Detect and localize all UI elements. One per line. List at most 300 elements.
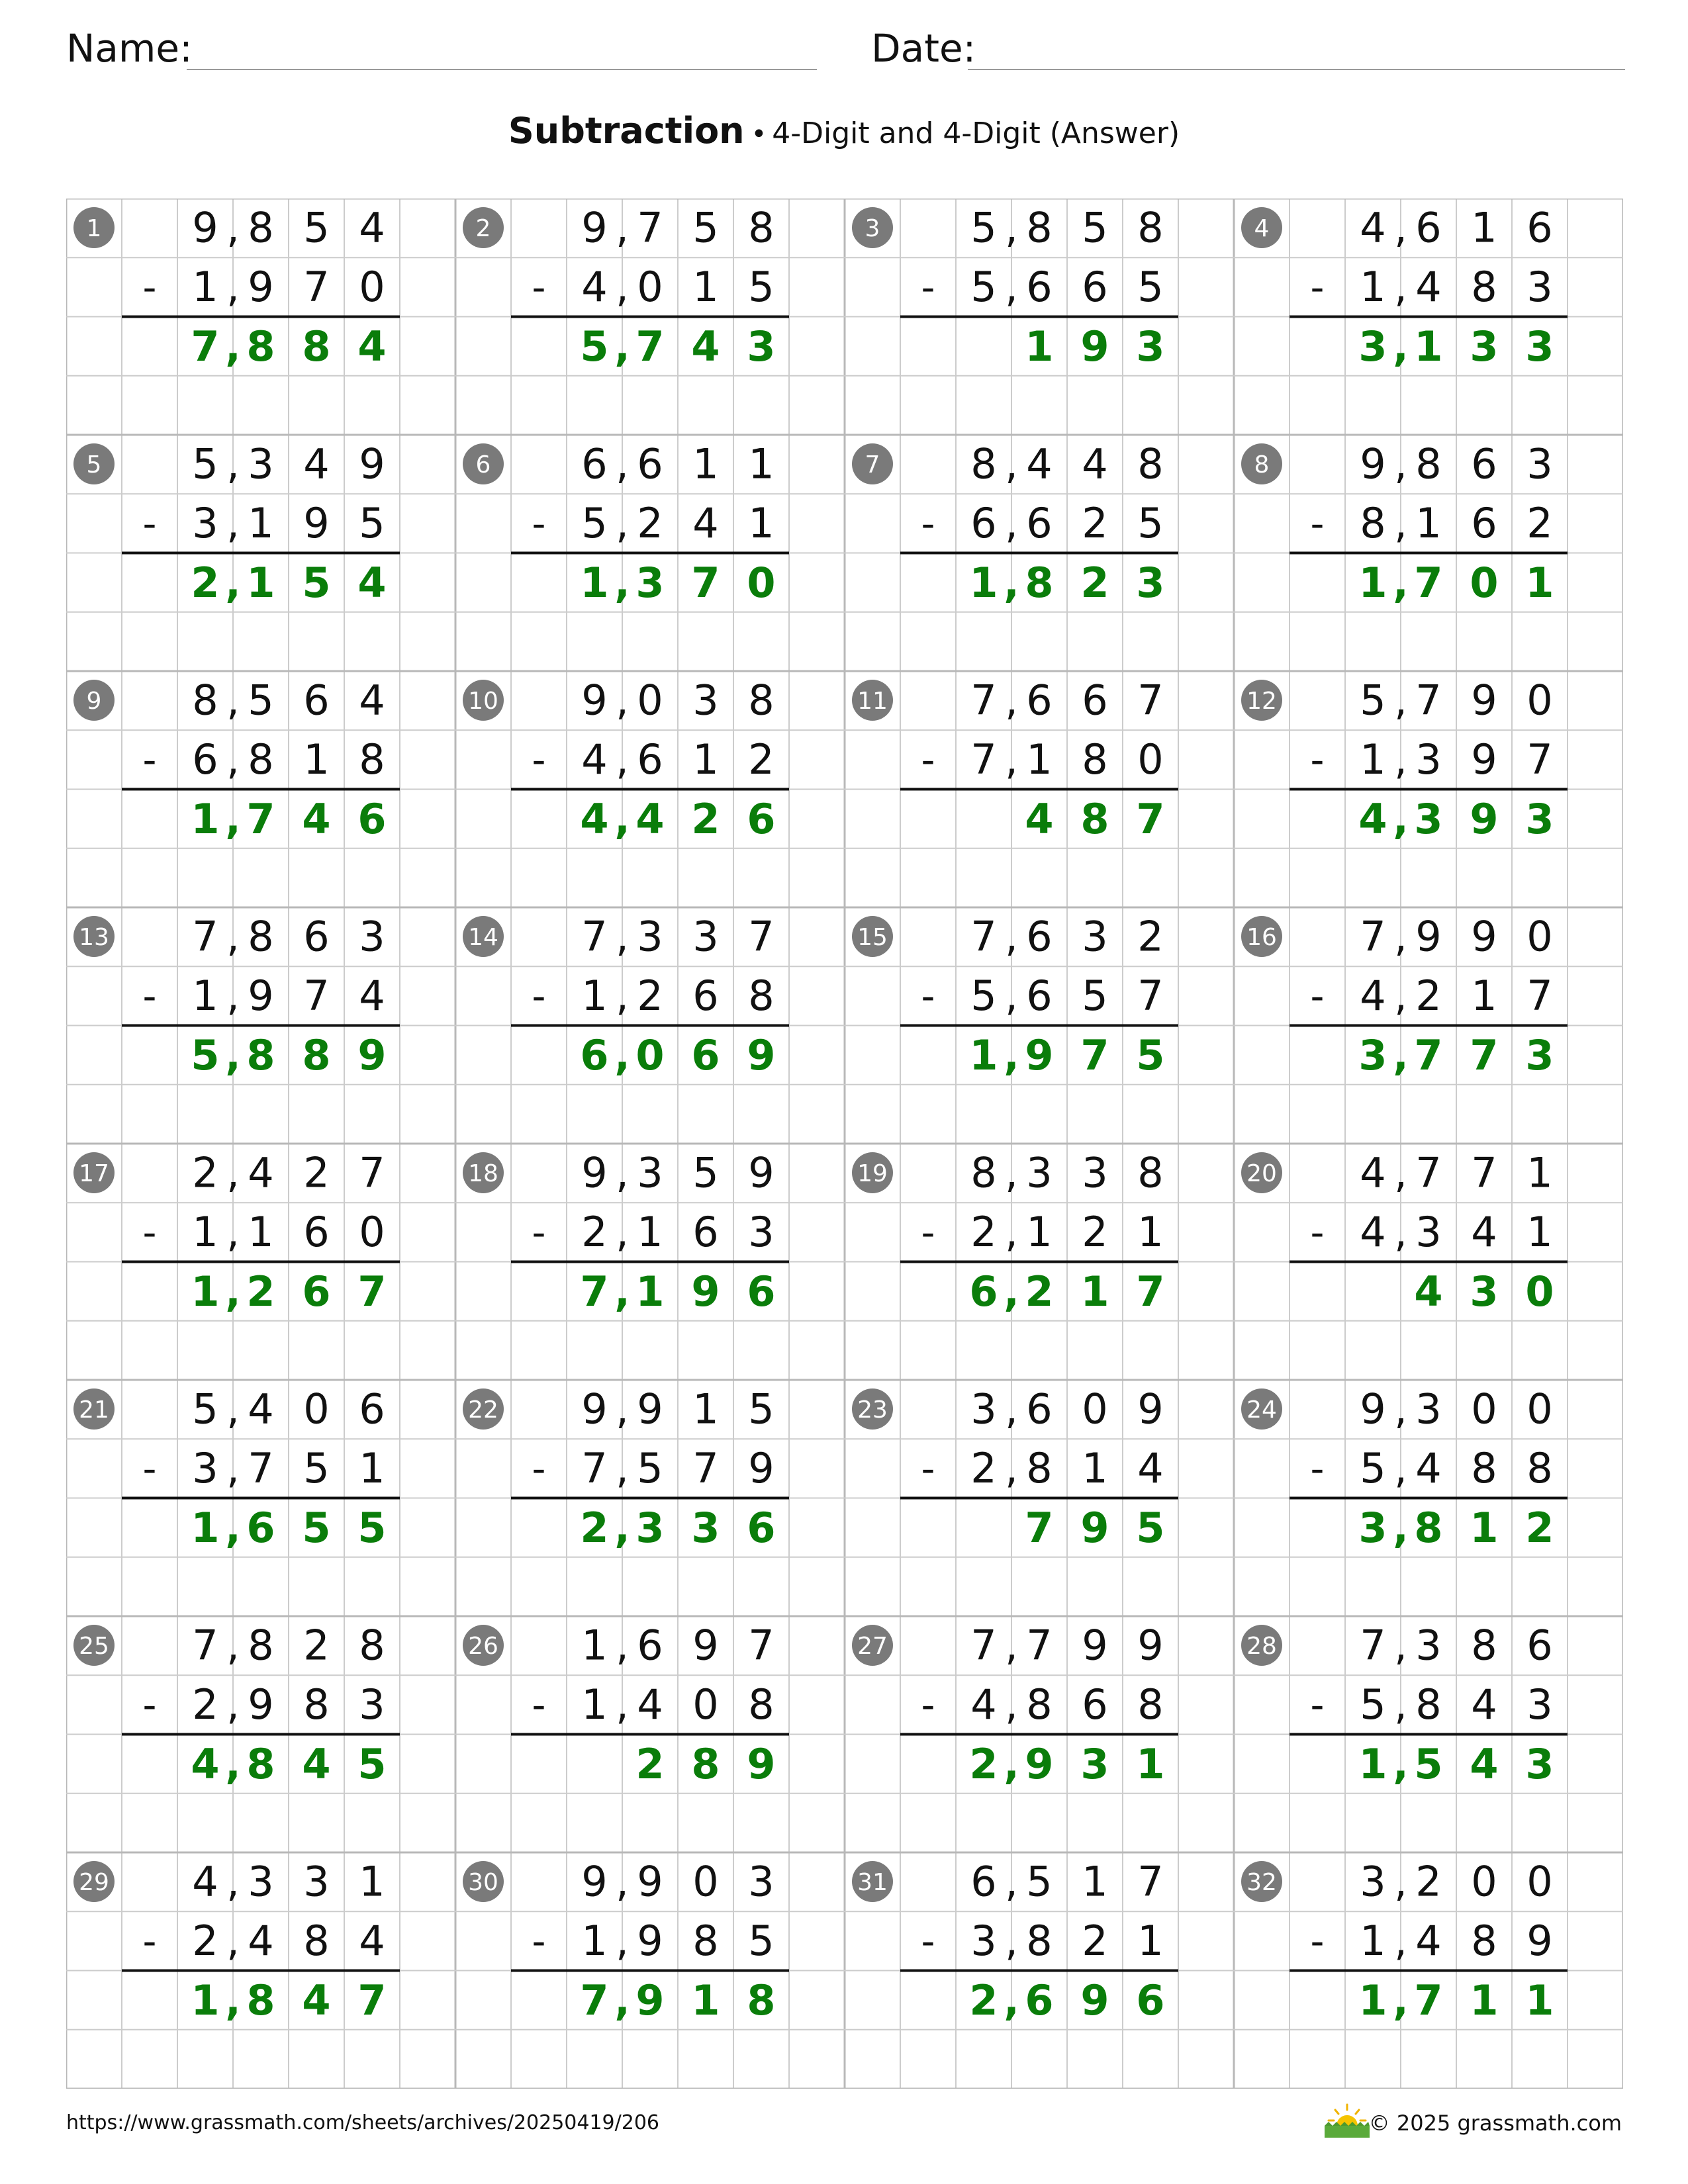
- subtrahend-comma: ,: [1005, 1916, 1018, 1965]
- minuend-comma: ,: [226, 1857, 240, 1906]
- answer-digit: 2: [1080, 559, 1109, 608]
- subtrahend-digit: 8: [692, 1916, 719, 1965]
- subtrahend-digit: 2: [1082, 498, 1108, 547]
- minuend-digit: 3: [1415, 1621, 1442, 1670]
- minuend-comma: ,: [1005, 1857, 1018, 1906]
- answer-digit: 9: [635, 1976, 665, 2025]
- subtrahend-digit: 4: [359, 971, 385, 1020]
- answer-digit: 1: [1414, 322, 1443, 371]
- subtrahend-digit: 2: [192, 1680, 218, 1729]
- subtrahend-comma: ,: [1394, 1443, 1407, 1492]
- problem-number: 9: [86, 688, 102, 715]
- subtrahend-digit: 0: [1137, 735, 1164, 784]
- answer-digit: 5: [357, 1740, 387, 1789]
- minuend-digit: 8: [248, 912, 274, 961]
- answer-digit: 3: [691, 1504, 720, 1553]
- answer-comma: ,: [1393, 559, 1409, 608]
- subtrahend-digit: 8: [748, 1680, 774, 1729]
- subtrahend-digit: 2: [1415, 971, 1442, 1020]
- minuend-digit: 9: [1137, 1385, 1164, 1433]
- answer-digit: 3: [1136, 322, 1165, 371]
- subtrahend-digit: 5: [1137, 262, 1164, 311]
- subtrahend-comma: ,: [1394, 1207, 1407, 1256]
- minuend-digit: 9: [581, 1148, 608, 1197]
- title-bullet: •: [751, 119, 767, 150]
- minuend-digit: 3: [692, 912, 719, 961]
- minuend-digit: 1: [1082, 1857, 1108, 1906]
- answer-comma: ,: [614, 322, 630, 371]
- subtrahend-comma: ,: [616, 1207, 629, 1256]
- minuend-digit: 7: [192, 1621, 218, 1670]
- minus-sign: -: [1310, 1445, 1325, 1491]
- subtrahend-digit: 1: [1360, 735, 1386, 784]
- subtrahend-digit: 0: [359, 1207, 385, 1256]
- answer-digit: 2: [969, 1740, 998, 1789]
- problem-number: 26: [468, 1633, 498, 1660]
- answer-digit: 7: [1414, 1976, 1443, 2025]
- minuend-digit: 7: [637, 203, 663, 252]
- subtrahend-digit: 4: [581, 262, 608, 311]
- problem-number: 19: [857, 1160, 888, 1187]
- subtrahend-digit: 4: [581, 735, 608, 784]
- subtrahend-digit: 4: [1415, 262, 1442, 311]
- minuend-digit: 2: [303, 1148, 330, 1197]
- subtrahend-digit: 4: [1415, 1443, 1442, 1492]
- answer-digit: 7: [1136, 1267, 1165, 1316]
- minuend-digit: 4: [303, 439, 330, 488]
- minuend-digit: 2: [1137, 912, 1164, 961]
- subtrahend-digit: 4: [970, 1680, 997, 1729]
- answer-digit: 0: [1525, 1267, 1554, 1316]
- subtrahend-digit: 3: [1526, 262, 1553, 311]
- subtrahend-comma: ,: [616, 498, 629, 547]
- minuend-comma: ,: [1005, 912, 1018, 961]
- minuend-digit: 3: [248, 1857, 274, 1906]
- subtrahend-digit: 1: [1526, 1207, 1553, 1256]
- date-write-line[interactable]: [968, 69, 1625, 70]
- minuend-digit: 6: [1471, 439, 1497, 488]
- answer-digit: 0: [635, 1031, 665, 1080]
- problem-number: 14: [468, 924, 498, 951]
- answer-digit: 9: [1080, 1976, 1109, 2025]
- subtrahend-digit: 6: [1026, 971, 1053, 1020]
- subtrahend-digit: 9: [303, 498, 330, 547]
- problem-number: 1: [86, 215, 102, 242]
- answer-digit: 7: [1414, 1031, 1443, 1080]
- minuend-digit: 5: [1360, 676, 1386, 725]
- minuend-digit: 2: [303, 1621, 330, 1670]
- answer-digit: 1: [1525, 1976, 1554, 2025]
- answer-digit: 6: [1136, 1976, 1165, 2025]
- subtrahend-digit: 9: [637, 1916, 663, 1965]
- subtrahend-digit: 1: [1360, 1916, 1386, 1965]
- minuend-digit: 0: [1526, 676, 1553, 725]
- minuend-comma: ,: [226, 1148, 240, 1197]
- minuend-digit: 6: [970, 1857, 997, 1906]
- minuend-digit: 8: [1471, 1621, 1497, 1670]
- minuend-digit: 3: [1360, 1857, 1386, 1906]
- problem-number: 4: [1254, 215, 1270, 242]
- answer-digit: 6: [747, 795, 776, 844]
- minuend-comma: ,: [226, 912, 240, 961]
- minuend-digit: 7: [748, 1621, 774, 1670]
- subtrahend-digit: 2: [970, 1443, 997, 1492]
- subtrahend-comma: ,: [226, 1680, 240, 1729]
- subtrahend-digit: 8: [1471, 1916, 1497, 1965]
- answer-digit: 8: [246, 322, 275, 371]
- subtrahend-digit: 7: [970, 735, 997, 784]
- answer-comma: ,: [614, 1976, 630, 2025]
- minuend-digit: 1: [581, 1621, 608, 1670]
- answer-digit: 2: [580, 1504, 609, 1553]
- answer-comma: ,: [1393, 1504, 1409, 1553]
- problem-number: 18: [468, 1160, 498, 1187]
- problem-number: 12: [1246, 688, 1277, 715]
- subtrahend-comma: ,: [616, 735, 629, 784]
- answer-digit: 3: [1358, 322, 1387, 371]
- answer-comma: ,: [614, 795, 630, 844]
- minuend-digit: 4: [1360, 1148, 1386, 1197]
- answer-digit: 6: [580, 1031, 609, 1080]
- minuend-digit: 8: [1026, 203, 1053, 252]
- minuend-digit: 8: [748, 203, 774, 252]
- subtrahend-digit: 8: [1526, 1443, 1553, 1492]
- minuend-digit: 8: [970, 1148, 997, 1197]
- minuend-digit: 7: [1360, 912, 1386, 961]
- answer-digit: 7: [1136, 795, 1165, 844]
- minuend-digit: 8: [359, 1621, 385, 1670]
- minuend-comma: ,: [1005, 1148, 1018, 1197]
- minus-sign: -: [1310, 500, 1325, 546]
- subtrahend-comma: ,: [226, 971, 240, 1020]
- minuend-digit: 7: [1415, 1148, 1442, 1197]
- minuend-digit: 7: [970, 676, 997, 725]
- minus-sign: -: [921, 264, 935, 310]
- subtrahend-digit: 6: [1026, 498, 1053, 547]
- answer-digit: 6: [302, 1267, 331, 1316]
- subtrahend-digit: 8: [1360, 498, 1386, 547]
- minuend-digit: 4: [1082, 439, 1108, 488]
- subtrahend-digit: 0: [637, 262, 663, 311]
- minus-sign: -: [921, 737, 935, 782]
- answer-digit: 6: [747, 1504, 776, 1553]
- subtrahend-digit: 4: [1471, 1207, 1497, 1256]
- subtrahend-digit: 6: [637, 735, 663, 784]
- answer-digit: 7: [191, 322, 220, 371]
- answer-digit: 3: [747, 322, 776, 371]
- subtrahend-digit: 1: [248, 1207, 274, 1256]
- minuend-digit: 9: [1471, 676, 1497, 725]
- minuend-digit: 9: [1137, 1621, 1164, 1670]
- answer-digit: 4: [357, 322, 387, 371]
- subtrahend-digit: 6: [1082, 1680, 1108, 1729]
- minus-sign: -: [532, 1918, 546, 1964]
- answer-digit: 4: [1470, 1740, 1499, 1789]
- answer-digit: 3: [1470, 322, 1499, 371]
- minuend-comma: ,: [616, 1148, 629, 1197]
- minuend-digit: 8: [748, 676, 774, 725]
- minuend-digit: 8: [248, 1621, 274, 1670]
- answer-digit: 4: [635, 795, 665, 844]
- answer-digit: 8: [691, 1740, 720, 1789]
- minuend-digit: 2: [192, 1148, 218, 1197]
- answer-digit: 1: [246, 559, 275, 608]
- subtrahend-digit: 3: [192, 498, 218, 547]
- subtrahend-digit: 7: [1526, 971, 1553, 1020]
- minus-sign: -: [532, 1209, 546, 1255]
- minuend-digit: 3: [303, 1857, 330, 1906]
- answer-comma: ,: [614, 1504, 630, 1553]
- minuend-digit: 1: [1526, 1148, 1553, 1197]
- minuend-digit: 6: [581, 439, 608, 488]
- subtrahend-digit: 1: [192, 262, 218, 311]
- subtrahend-digit: 3: [359, 1680, 385, 1729]
- answer-digit: 1: [969, 1031, 998, 1080]
- minuend-digit: 9: [637, 1857, 663, 1906]
- minuend-digit: 9: [637, 1385, 663, 1433]
- answer-digit: 4: [1358, 795, 1387, 844]
- answer-digit: 7: [691, 559, 720, 608]
- problem-number: 15: [857, 924, 888, 951]
- answer-digit: 2: [191, 559, 220, 608]
- answer-digit: 9: [1025, 1740, 1054, 1789]
- answer-digit: 1: [191, 1976, 220, 2025]
- subtrahend-digit: 8: [1471, 262, 1497, 311]
- minuend-digit: 6: [303, 912, 330, 961]
- problem-number: 16: [1246, 924, 1277, 951]
- answer-comma: ,: [1393, 322, 1409, 371]
- minuend-comma: ,: [1005, 676, 1018, 725]
- problem-number: 20: [1246, 1160, 1277, 1187]
- subtrahend-digit: 9: [1471, 735, 1497, 784]
- minuend-digit: 3: [1026, 1148, 1053, 1197]
- minuend-digit: 9: [359, 439, 385, 488]
- minuend-digit: 5: [692, 1148, 719, 1197]
- minuend-digit: 5: [1026, 1857, 1053, 1906]
- subtrahend-comma: ,: [1394, 498, 1407, 547]
- subtrahend-digit: 4: [248, 1916, 274, 1965]
- problem-number: 8: [1254, 451, 1270, 478]
- minus-sign: -: [1310, 973, 1325, 1019]
- answer-digit: 1: [1358, 559, 1387, 608]
- footer-url: https://www.grassmath.com/sheets/archives/20250419/206: [66, 2111, 660, 2134]
- subtrahend-digit: 1: [1471, 971, 1497, 1020]
- answer-digit: 1: [1025, 322, 1054, 371]
- minus-sign: -: [142, 500, 157, 546]
- subtrahend-digit: 5: [1082, 971, 1108, 1020]
- answer-digit: 5: [1136, 1031, 1165, 1080]
- minuend-comma: ,: [226, 203, 240, 252]
- subtrahend-digit: 1: [748, 498, 774, 547]
- answer-digit: 3: [1358, 1504, 1387, 1553]
- problem-number: 10: [468, 688, 498, 715]
- subtrahend-comma: ,: [226, 498, 240, 547]
- answer-digit: 2: [1025, 1267, 1054, 1316]
- minuend-digit: 6: [1026, 1385, 1053, 1433]
- minuend-digit: 3: [637, 912, 663, 961]
- subtrahend-digit: 4: [1360, 1207, 1386, 1256]
- worksheet-grid: [66, 199, 1623, 2089]
- answer-digit: 1: [1080, 1267, 1109, 1316]
- answer-digit: 4: [302, 1976, 331, 2025]
- minuend-digit: 4: [248, 1148, 274, 1197]
- minus-sign: -: [142, 1445, 157, 1491]
- minuend-digit: 8: [1137, 203, 1164, 252]
- subtrahend-digit: 3: [192, 1443, 218, 1492]
- answer-digit: 1: [635, 1267, 665, 1316]
- minuend-comma: ,: [616, 912, 629, 961]
- subtrahend-comma: ,: [616, 1680, 629, 1729]
- subtrahend-digit: 3: [1415, 1207, 1442, 1256]
- minuend-digit: 6: [1026, 676, 1053, 725]
- answer-digit: 0: [747, 559, 776, 608]
- subtrahend-digit: 7: [1526, 735, 1553, 784]
- answer-digit: 1: [191, 1504, 220, 1553]
- answer-digit: 1: [1525, 559, 1554, 608]
- minuend-digit: 0: [1082, 1385, 1108, 1433]
- subtrahend-digit: 8: [303, 1680, 330, 1729]
- minus-sign: -: [532, 973, 546, 1019]
- answer-digit: 7: [580, 1976, 609, 2025]
- minuend-comma: ,: [1394, 1621, 1407, 1670]
- answer-comma: ,: [1393, 795, 1409, 844]
- subtrahend-digit: 9: [248, 1680, 274, 1729]
- minus-sign: -: [921, 1682, 935, 1727]
- subtrahend-digit: 5: [748, 1916, 774, 1965]
- minuend-digit: 9: [581, 1857, 608, 1906]
- answer-digit: 3: [1358, 1031, 1387, 1080]
- subtrahend-digit: 8: [1026, 1443, 1053, 1492]
- minuend-comma: ,: [616, 676, 629, 725]
- answer-digit: 5: [580, 322, 609, 371]
- minuend-digit: 6: [637, 439, 663, 488]
- name-write-line[interactable]: [187, 69, 817, 70]
- answer-digit: 8: [246, 1031, 275, 1080]
- subtrahend-digit: 2: [192, 1916, 218, 1965]
- answer-comma: ,: [225, 1267, 241, 1316]
- subtrahend-comma: ,: [226, 1207, 240, 1256]
- sun-over-grass-icon: [1321, 2102, 1374, 2142]
- subtrahend-digit: 1: [1137, 1207, 1164, 1256]
- minuend-digit: 8: [1415, 439, 1442, 488]
- subtrahend-digit: 2: [1082, 1207, 1108, 1256]
- answer-comma: ,: [1004, 1976, 1019, 2025]
- subtrahend-comma: ,: [1005, 735, 1018, 784]
- subtrahend-digit: 0: [359, 262, 385, 311]
- minuend-digit: 6: [303, 676, 330, 725]
- subtrahend-digit: 1: [581, 1680, 608, 1729]
- answer-digit: 6: [691, 1031, 720, 1080]
- minuend-digit: 5: [303, 203, 330, 252]
- problem-number: 31: [857, 1869, 888, 1896]
- subtrahend-digit: 1: [192, 971, 218, 1020]
- minuend-digit: 9: [1360, 1385, 1386, 1433]
- problem-number: 27: [857, 1633, 888, 1660]
- minuend-comma: ,: [616, 1385, 629, 1433]
- minuend-digit: 3: [970, 1385, 997, 1433]
- answer-digit: 9: [747, 1740, 776, 1789]
- minus-sign: -: [1310, 1918, 1325, 1964]
- answer-digit: 8: [302, 1031, 331, 1080]
- problem-number: 25: [79, 1633, 109, 1660]
- answer-digit: 3: [1080, 1740, 1109, 1789]
- subtrahend-digit: 5: [637, 1443, 663, 1492]
- answer-digit: 4: [302, 1740, 331, 1789]
- subtrahend-digit: 7: [248, 1443, 274, 1492]
- minuend-digit: 9: [748, 1148, 774, 1197]
- minuend-digit: 0: [692, 1857, 719, 1906]
- subtrahend-comma: ,: [616, 1443, 629, 1492]
- problem-number: 32: [1246, 1869, 1277, 1896]
- subtrahend-digit: 1: [637, 1207, 663, 1256]
- minuend-digit: 7: [970, 912, 997, 961]
- minus-sign: -: [921, 973, 935, 1019]
- minus-sign: -: [142, 1918, 157, 1964]
- minus-sign: -: [1310, 1209, 1325, 1255]
- answer-digit: 5: [302, 1504, 331, 1553]
- minuend-comma: ,: [226, 676, 240, 725]
- subtrahend-digit: 9: [748, 1443, 774, 1492]
- answer-digit: 5: [1414, 1740, 1443, 1789]
- minuend-digit: 4: [359, 676, 385, 725]
- answer-digit: 3: [635, 1504, 665, 1553]
- subtrahend-comma: ,: [616, 262, 629, 311]
- subtrahend-comma: ,: [1005, 1207, 1018, 1256]
- problem-number: 22: [468, 1396, 498, 1424]
- answer-digit: 7: [1414, 559, 1443, 608]
- answer-digit: 4: [357, 559, 387, 608]
- subtrahend-digit: 0: [692, 1680, 719, 1729]
- answer-comma: ,: [1004, 1267, 1019, 1316]
- subtrahend-digit: 7: [581, 1443, 608, 1492]
- subtrahend-comma: ,: [226, 1916, 240, 1965]
- answer-comma: ,: [1004, 1740, 1019, 1789]
- answer-digit: 6: [357, 795, 387, 844]
- subtrahend-digit: 7: [692, 1443, 719, 1492]
- title-main: Subtraction: [508, 110, 745, 152]
- subtrahend-comma: ,: [1394, 262, 1407, 311]
- minus-sign: -: [532, 1682, 546, 1727]
- minuend-comma: ,: [1394, 1148, 1407, 1197]
- minuend-digit: 1: [359, 1857, 385, 1906]
- answer-comma: ,: [1004, 559, 1019, 608]
- minus-sign: -: [532, 1445, 546, 1491]
- subtrahend-digit: 2: [581, 1207, 608, 1256]
- answer-digit: 9: [1080, 322, 1109, 371]
- minuend-digit: 8: [248, 203, 274, 252]
- subtrahend-comma: ,: [226, 735, 240, 784]
- minuend-comma: ,: [616, 203, 629, 252]
- footer-copyright: © 2025 grassmath.com: [1368, 2111, 1622, 2136]
- minuend-digit: 6: [637, 1621, 663, 1670]
- subtrahend-digit: 2: [637, 498, 663, 547]
- minuend-digit: 4: [192, 1857, 218, 1906]
- answer-comma: ,: [614, 559, 630, 608]
- answer-digit: 8: [246, 1740, 275, 1789]
- answer-digit: 6: [1025, 1976, 1054, 2025]
- answer-digit: 1: [1358, 1740, 1387, 1789]
- subtrahend-digit: 4: [1137, 1443, 1164, 1492]
- answer-digit: 5: [1136, 1504, 1165, 1553]
- minuend-comma: ,: [226, 1385, 240, 1433]
- subtrahend-digit: 1: [581, 1916, 608, 1965]
- minuend-comma: ,: [1005, 439, 1018, 488]
- answer-comma: ,: [1004, 1031, 1019, 1080]
- subtrahend-comma: ,: [1394, 1680, 1407, 1729]
- answer-digit: 1: [1358, 1976, 1387, 2025]
- answer-digit: 0: [1470, 559, 1499, 608]
- minuend-comma: ,: [1394, 1385, 1407, 1433]
